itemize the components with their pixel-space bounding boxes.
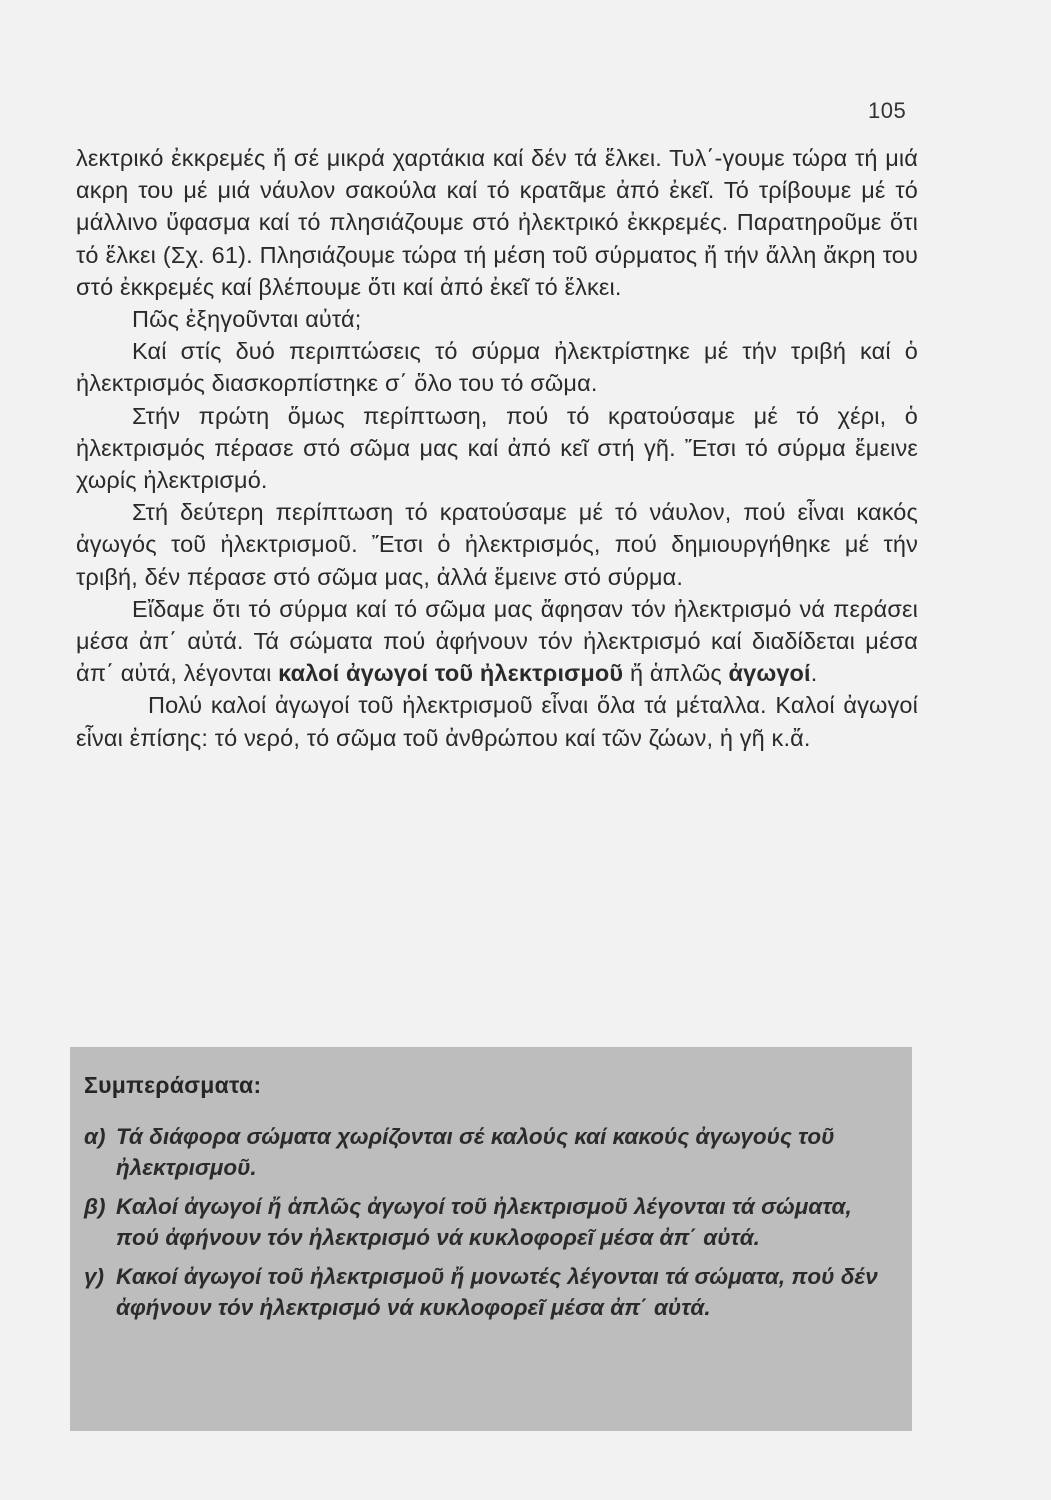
conductors-bold-term-short: ἀγωγοί bbox=[728, 660, 811, 687]
conclusion-marker: β) bbox=[84, 1194, 106, 1219]
paragraph-conductors-definition bbox=[76, 593, 918, 690]
conclusion-item bbox=[84, 1191, 896, 1253]
conclusions-title: Συμπεράσματα: bbox=[84, 1072, 262, 1098]
conclusion-marker: α) bbox=[84, 1124, 106, 1149]
conclusion-item bbox=[84, 1121, 896, 1183]
conductors-text-after: . bbox=[810, 660, 818, 687]
conclusions-list bbox=[84, 1121, 896, 1323]
conclusion-text: Κακοί ἀγωγοί τοῦ ἠλεκτρισμοῦ ἤ μονωτές λέγονται τά σώματα, πού δέν ἀφήνουν τόν ἠλεκτρισμό νά κυκλοφορεῖ μέσα ἀπ΄ αὐτά. bbox=[116, 1264, 878, 1320]
conductors-text-middle: ἤ ἁπλῶς bbox=[623, 660, 729, 687]
paragraph-explanation: Καί στίς δυό περιπτώσεις τό σύρμα ἠλεκτρίστηκε μέ τήν τριβή καί ὁ ἠλεκτρισμός διασκορπίστηκε σ΄ ὅλο του τό σῶμα. bbox=[76, 338, 918, 397]
conclusion-item bbox=[84, 1261, 896, 1323]
paragraph-second-case: Στή δεύτερη περίπτωση τό κρατούσαμε μέ τό νάυλον, πού εἶναι κακός ἀγωγός τοῦ ἠλεκτρισμοῦ. Ἔτσι ὁ ἠλεκτρισμός, πού δημιουργήθηκε μέ τήν τριβή, δέν πέρασε στό σῶμα μας, ἀλλά ἔμεινε στό σύρμα. bbox=[76, 499, 918, 590]
paragraph-question: Πῶς ἐξηγοῦνται αὐτά; bbox=[132, 306, 362, 333]
conductors-text-before: Εἴδαμε ὅτι τό σύρμα καί τό σῶμα μας ἄφησαν τόν ἠλεκτρισμό νά περάσει μέσα ἀπ΄ αὐτά. Τά σώματα πού ἀφήνουν τόν ἠλεκτρισμό καί διαδίδεται μέσα ἀπ΄ αὐτά, λέγονται bbox=[76, 595, 918, 687]
conclusion-marker: γ) bbox=[84, 1264, 105, 1289]
conductors-bold-term-good: καλοί ἀγωγοί τοῦ ἠλεκτρισμοῦ bbox=[278, 660, 624, 687]
conclusion-text: Καλοί ἀγωγοί ἤ ἁπλῶς ἀγωγοί τοῦ ἠλεκτρισμοῦ λέγονται τά σώματα, πού ἀφήνουν τόν ἠλεκτρισμό νά κυκλοφορεῖ μέσα ἀπ΄ αὐτά. bbox=[116, 1194, 852, 1250]
conclusions-box bbox=[70, 1047, 912, 1431]
page-number: 105 bbox=[868, 98, 907, 123]
body-text bbox=[76, 142, 918, 754]
paragraph-metals: Πολύ καλοί ἀγωγοί τοῦ ἠλεκτρισμοῦ εἶναι ὅλα τά μέταλλα. Καλοί ἀγωγοί εἶναι ἐπίσης: τό νερό, τό σῶμα τοῦ ἀνθρώπου καί τῶν ζώων, ἡ γῆ κ.ἄ. bbox=[76, 692, 918, 751]
conclusion-text: Τά διάφορα σώματα χωρίζονται σέ καλούς καί κακούς ἀγωγούς τοῦ ἠλεκτρισμοῦ. bbox=[116, 1124, 835, 1180]
paragraph-first-case: Στήν πρώτη ὅμως περίπτωση, πού τό κρατούσαμε μέ τό χέρι, ὁ ἠλεκτρισμός πέρασε στό σῶμα μας καί ἀπό κεῖ στή γῆ. Ἔτσι τό σύρμα ἔμεινε χωρίς ἠλεκτρισμό. bbox=[76, 402, 918, 494]
paragraph-continuation: λεκτρικό ἐκκρεμές ἤ σέ μικρά χαρτάκια καί δέν τά ἕλκει. Τυλ΄-γουμε τώρα τή μιά ακρη του μέ μιά νάυλον σακούλα καί τό κρατᾶμε ἀπό ἐκεῖ. Τό τρίβουμε μέ τό μάλλινο ὕφασμα καί τό πλησιάζουμε στό ἠλεκτρικό ἐκκρεμές. Παρατηροῦμε ὅτι τό ἕλκει (Σχ. 61). Πλησιάζουμε τώρα τή μέση τοῦ σύρματος ἤ τήν ἄλλη ἄκρη του στό ἐκκρεμές καί βλέπουμε ὅτι καί ἀπό ἐκεῖ τό ἕλκει. bbox=[76, 145, 918, 300]
